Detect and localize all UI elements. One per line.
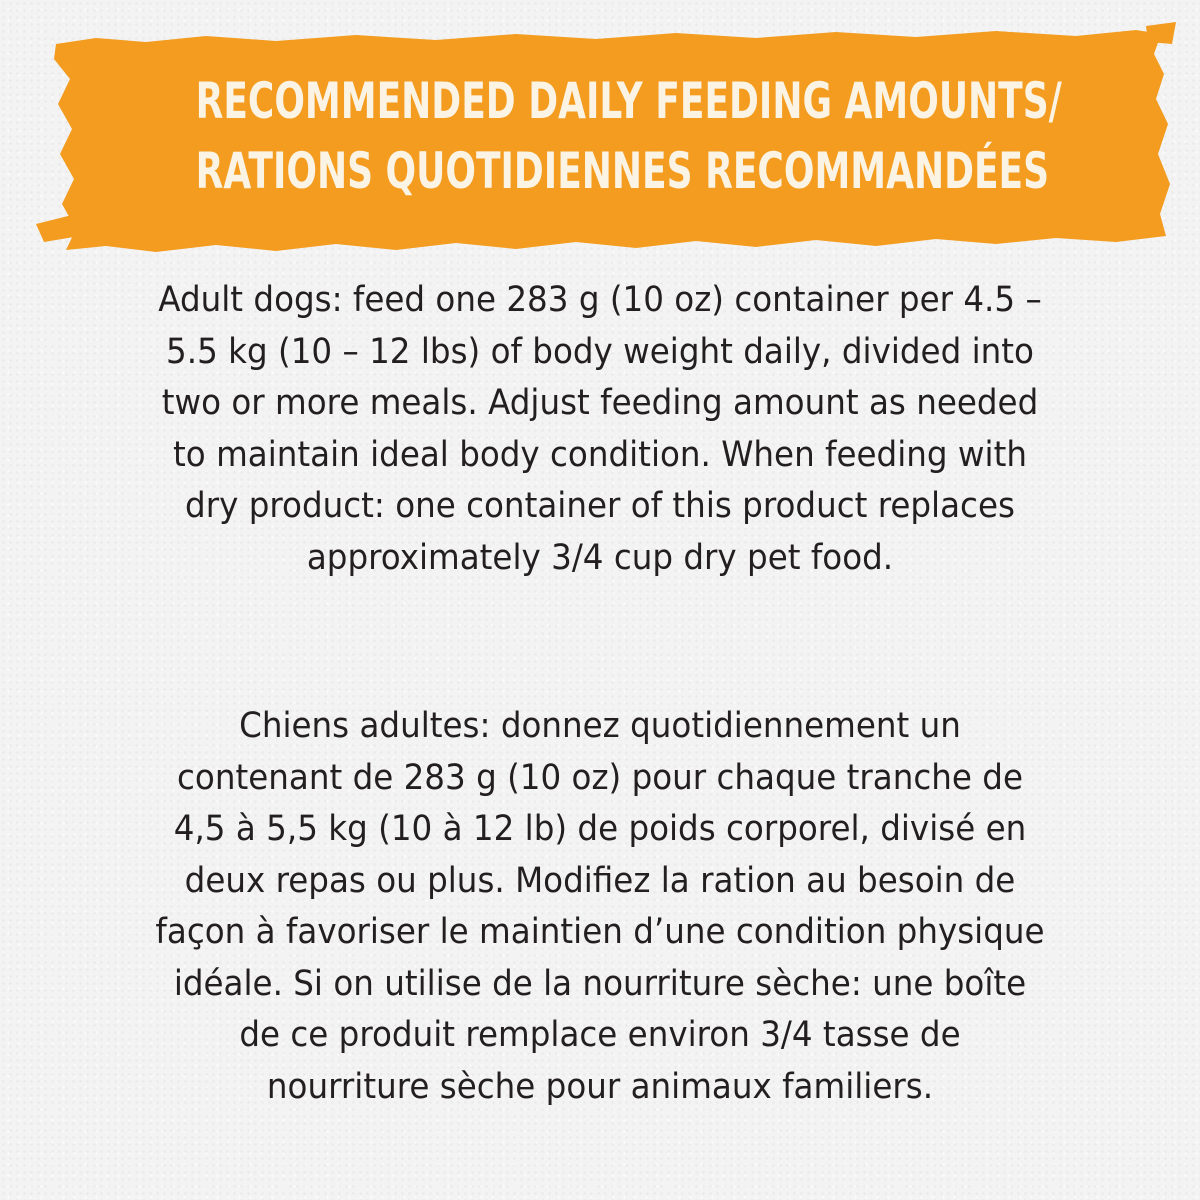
- french-feeding-instructions: Chiens adultes: donnez quotidiennement un contenant de 283 g (10 oz) pour chaque tranche de 4,5 à 5,5 kg (10 à 12 lb) de poids corporel, divisé en deux repas ou plus. Modifiez la ration au besoin de façon à favoriser le maintien d’une condition physique idéale. Si on utilise de la nourriture sèche: une boîte de ce produit remplace environ 3/4 tasse de nourriture sèche pour animaux familiers.: [155, 706, 1045, 1107]
- english-feeding-instructions: Adult dogs: feed one 283 g (10 oz) container per 4.5 – 5.5 kg (10 – 12 lbs) of body weight daily, divided into two or more meals. Adjust feeding amount as needed to maintain ideal body condition. When feeding with dry product: one container of this product replaces approximately 3/4 cup dry pet food.: [158, 280, 1042, 578]
- title-line-english: RECOMMENDED DAILY FEEDING AMOUNTS/: [195, 72, 1062, 130]
- page-title: [195, 66, 1062, 206]
- title-banner: [36, 14, 1176, 254]
- title-line-french: RATIONS QUOTIDIENNES RECOMMANDÉES: [195, 142, 1050, 200]
